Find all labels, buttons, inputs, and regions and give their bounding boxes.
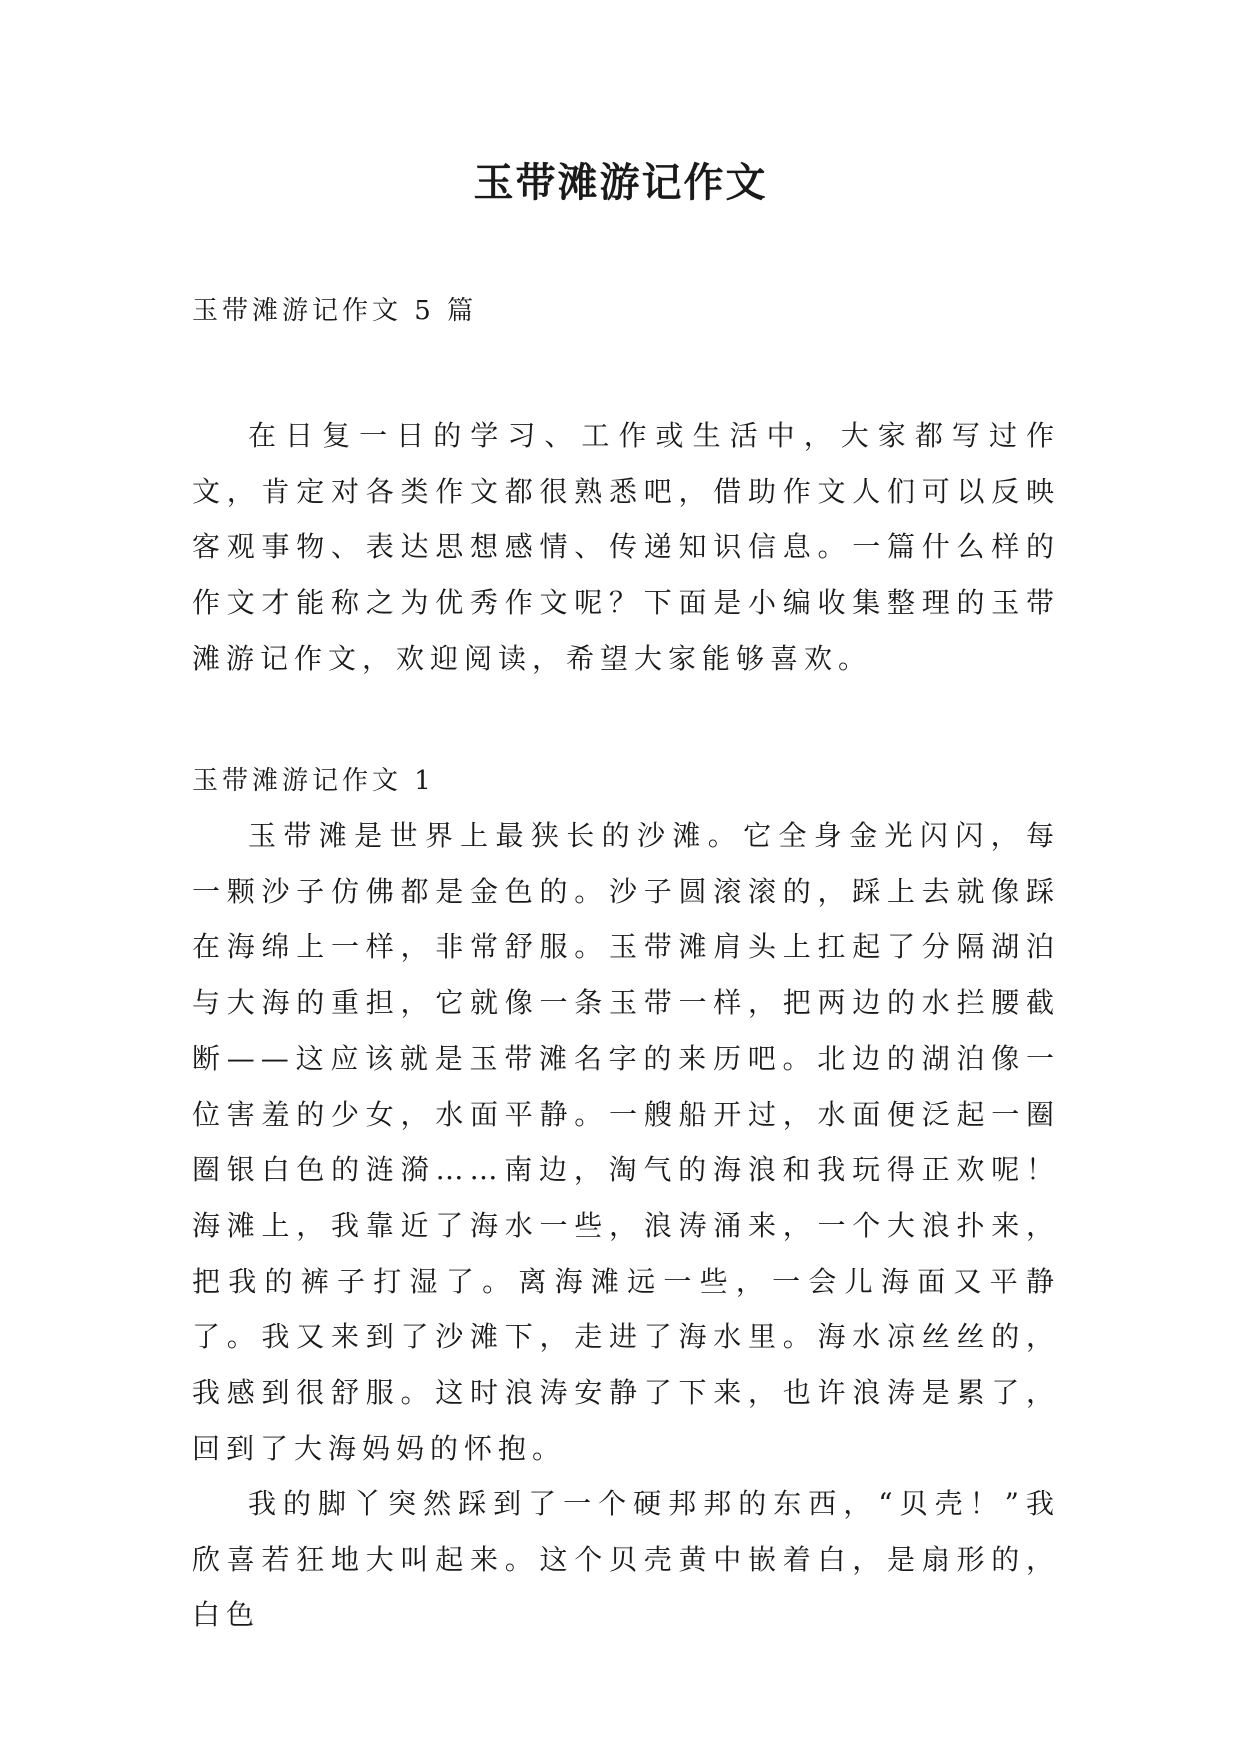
section-1-heading: 玉带滩游记作文 1 bbox=[192, 766, 435, 796]
paragraph-text: 我的脚丫突然踩到了一个硬邦邦的东西，“贝壳！”我欣喜若狂地大叫起来。这个贝壳黄中嵌着白，是扇形的，白色 bbox=[192, 1487, 1060, 1632]
document-subtitle: 玉带滩游记作文 5 篇 bbox=[192, 296, 478, 326]
intro-paragraph bbox=[192, 408, 1060, 687]
section-1-paragraph-1 bbox=[192, 808, 1060, 1476]
document-title: 玉带滩游记作文 bbox=[473, 159, 768, 206]
section-1-paragraph-2 bbox=[192, 1476, 1060, 1643]
intro-text: 在日复一日的学习、工作或生活中，大家都写过作文，肯定对各类作文都很熟悉吧，借助作文人们可以反映客观事物、表达思想感情、传递知识信息。一篇什么样的作文才能称之为优秀作文呢？下面是小编收集整理的玉带滩游记作文，欢迎阅读，希望大家能够喜欢。 bbox=[192, 419, 1060, 675]
paragraph-text: 玉带滩是世界上最狭长的沙滩。它全身金光闪闪，每一颗沙子仿佛都是金色的。沙子圆滚滚的，踩上去就像踩在海绵上一样，非常舒服。玉带滩肩头上扛起了分隔湖泊与大海的重担，它就像一条玉带一样，把两边的水拦腰截断——这应该就是玉带滩名字的来历吧。北边的湖泊像一位害羞的少女，水面平静。一艘船开过，水面便泛起一圈圈银白色的涟漪……南边，淘气的海浪和我玩得正欢呢！海滩上，我靠近了海水一些，浪涛涌来，一个大浪扑来，把我的裤子打湿了。离海滩远一些，一会儿海面又平静了。我又来到了沙滩下，走进了海水里。海水凉丝丝的，我感到很舒服。这时浪涛安静了下来，也许浪涛是累了，回到了大海妈妈的怀抱。 bbox=[192, 819, 1060, 1465]
